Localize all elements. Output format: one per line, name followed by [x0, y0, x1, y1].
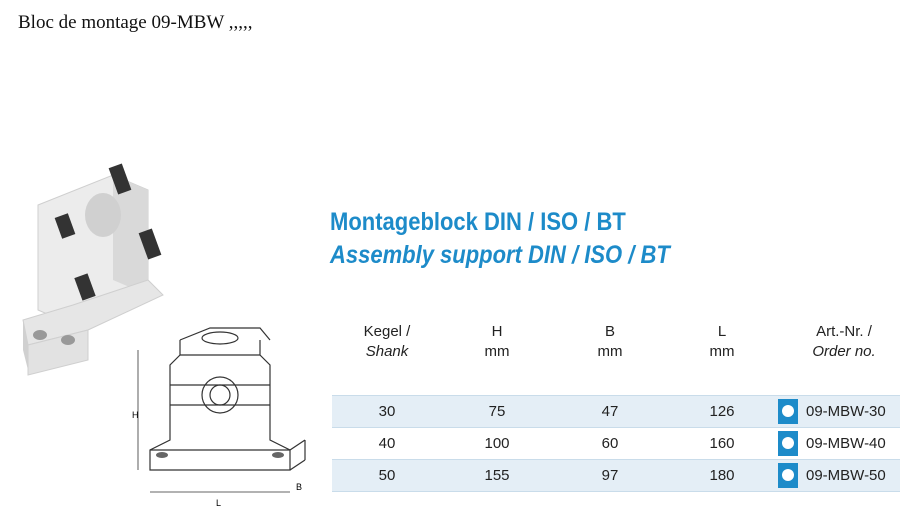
cell-shank: 40	[378, 435, 396, 452]
drawing-label-b: B	[296, 482, 303, 492]
cell-b: 47	[601, 403, 619, 420]
column-header-l: L mm	[709, 323, 735, 360]
drawing-label-h: H	[132, 410, 139, 420]
column-header-b: B mm	[597, 323, 623, 360]
column-header-shank: Kegel / Shank	[363, 323, 411, 360]
cell-l: 180	[709, 467, 735, 484]
table-row	[332, 428, 900, 460]
cell-order-no: 09-MBW-40	[806, 435, 886, 452]
cell-shank: 50	[378, 467, 396, 484]
catalog-title-en: Assembly support DIN / ISO / BT	[330, 241, 670, 269]
cell-h: 75	[488, 403, 506, 420]
order-marker-icon[interactable]	[778, 463, 798, 488]
cell-l: 126	[709, 403, 735, 420]
order-marker-icon[interactable]	[778, 399, 798, 424]
cell-b: 60	[601, 435, 619, 452]
cell-b: 97	[601, 467, 619, 484]
drawing-label-l: L	[216, 498, 222, 508]
column-header-order: Art.-Nr. / Order no.	[812, 323, 876, 360]
cell-l: 160	[709, 435, 735, 452]
spec-rows	[332, 395, 900, 492]
catalog-title-de: Montageblock DIN / ISO / BT	[330, 208, 626, 236]
cell-h: 100	[484, 435, 510, 452]
cell-order-no: 09-MBW-50	[806, 467, 886, 484]
catalog-title-block	[330, 208, 716, 270]
cell-order-no: 09-MBW-30	[806, 403, 886, 420]
cell-h: 155	[484, 467, 510, 484]
technical-drawing	[130, 320, 315, 510]
table-row	[332, 460, 900, 492]
table-row	[332, 395, 900, 428]
column-header-h: H mm	[484, 323, 510, 360]
cell-shank: 30	[378, 403, 396, 420]
order-marker-icon[interactable]	[778, 431, 798, 456]
page-heading: Bloc de montage 09-MBW ,,,,,	[18, 12, 253, 33]
